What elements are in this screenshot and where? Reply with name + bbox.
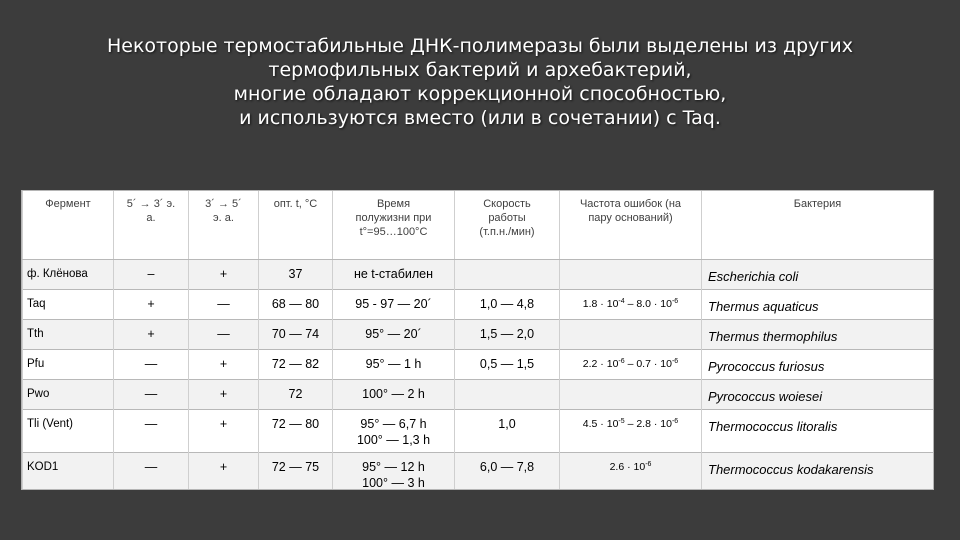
header-error-rate: Частота ошибок (на пару оснований): [560, 191, 702, 259]
cell-half-life: 95° — 6,7 h 100° — 1,3 h: [333, 409, 455, 452]
cell-exo-5-3: —: [114, 349, 189, 379]
cell-opt-temp: 72 — 82: [259, 349, 333, 379]
cell-enzyme: Pwo: [23, 379, 114, 409]
cell-speed: 1,0: [455, 409, 560, 452]
cell-bacteria: Pyrococcus furiosus: [702, 349, 934, 379]
header-enzyme: Фермент: [23, 191, 114, 259]
header-bacteria: Бактерия: [702, 191, 934, 259]
cell-exo-3-5: +: [189, 259, 259, 289]
polymerase-table: [21, 190, 934, 490]
cell-enzyme: KOD1: [23, 452, 114, 490]
cell-opt-temp: 72 — 75: [259, 452, 333, 490]
cell-exo-5-3: +: [114, 319, 189, 349]
cell-bacteria: Thermus aquaticus: [702, 289, 934, 319]
cell-exo-5-3: —: [114, 379, 189, 409]
cell-half-life: 95° — 12 h 100° — 3 h: [333, 452, 455, 490]
cell-exo-5-3: —: [114, 409, 189, 452]
cell-error-rate: [560, 319, 702, 349]
cell-exo-5-3: —: [114, 452, 189, 490]
cell-opt-temp: 70 — 74: [259, 319, 333, 349]
table-row: [23, 379, 934, 409]
cell-exo-3-5: +: [189, 379, 259, 409]
cell-error-rate: $2.6 \cdot 10^{-6}$: [560, 452, 702, 490]
cell-error-rate: $1.8 \cdot 10^{-4} - 8.0 \cdot 10^{-6}$: [560, 289, 702, 319]
cell-enzyme: Tth: [23, 319, 114, 349]
cell-exo-3-5: —: [189, 319, 259, 349]
cell-enzyme: Tli (Vent): [23, 409, 114, 452]
cell-opt-temp: 37: [259, 259, 333, 289]
header-half-life: Время полужизни при t°=95…100°C: [333, 191, 455, 259]
cell-opt-temp: 72: [259, 379, 333, 409]
cell-exo-5-3: +: [114, 289, 189, 319]
header-speed: Скорость работы (т.п.н./мин): [455, 191, 560, 259]
slide-title: Некоторые термостабильные ДНК-полимеразы были выделены из других термофильных бактерий и архебактерий, многие обладают коррекционной способностью, и используются вместо (или в сочетании) с Taq.: [106, 35, 854, 129]
cell-speed: 1,0 — 4,8: [455, 289, 560, 319]
cell-error-rate: [560, 379, 702, 409]
cell-error-rate: $4.5 \cdot 10^{-5} - 2.8 \cdot 10^{-6}$: [560, 409, 702, 452]
table-row: [23, 452, 934, 490]
cell-enzyme: ф. Клёнова: [23, 259, 114, 289]
cell-half-life: не t-стабилен: [333, 259, 455, 289]
table-row: [23, 409, 934, 452]
header-exo-3-5: 3´ → 5´ э. а.: [189, 191, 259, 259]
cell-opt-temp: 68 — 80: [259, 289, 333, 319]
header-opt-temp: опт. t, °C: [259, 191, 333, 259]
cell-bacteria: Escherichia coli: [702, 259, 934, 289]
table-row: [23, 289, 934, 319]
cell-speed: 1,5 — 2,0: [455, 319, 560, 349]
cell-speed: 6,0 — 7,8: [455, 452, 560, 490]
cell-enzyme: Taq: [23, 289, 114, 319]
table-row: [23, 319, 934, 349]
cell-exo-3-5: +: [189, 452, 259, 490]
table-row: [23, 349, 934, 379]
table-header-row: [23, 191, 934, 259]
cell-exo-3-5: +: [189, 409, 259, 452]
cell-bacteria: Thermococcus litoralis: [702, 409, 934, 452]
cell-exo-5-3: –: [114, 259, 189, 289]
table-row: [23, 259, 934, 289]
cell-half-life: 95° — 1 h: [333, 349, 455, 379]
cell-error-rate: $2.2 \cdot 10^{-6} - 0.7 \cdot 10^{-6}$: [560, 349, 702, 379]
cell-bacteria: Pyrococcus woiesei: [702, 379, 934, 409]
cell-half-life: 95 - 97 — 20´: [333, 289, 455, 319]
cell-speed: 0,5 — 1,5: [455, 349, 560, 379]
cell-bacteria: Thermococcus kodakarensis: [702, 452, 934, 490]
cell-enzyme: Pfu: [23, 349, 114, 379]
cell-exo-3-5: —: [189, 289, 259, 319]
cell-error-rate: [560, 259, 702, 289]
cell-speed: [455, 379, 560, 409]
cell-half-life: 95° — 20´: [333, 319, 455, 349]
header-exo-5-3: 5´ → 3´ э. а.: [114, 191, 189, 259]
cell-speed: [455, 259, 560, 289]
cell-bacteria: Thermus thermophilus: [702, 319, 934, 349]
cell-exo-3-5: +: [189, 349, 259, 379]
cell-half-life: 100° — 2 h: [333, 379, 455, 409]
cell-opt-temp: 72 — 80: [259, 409, 333, 452]
